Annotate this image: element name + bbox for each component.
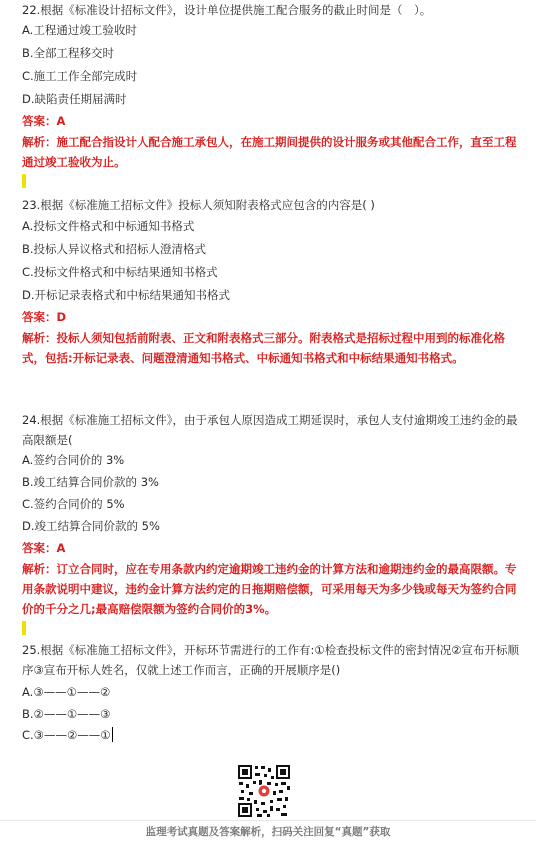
q23-option-c: C.投标文件格式和中标结果通知书格式 (22, 265, 218, 279)
q24-option-c: C.签约合同价的 5% (22, 497, 125, 511)
q23-option-d: D.开标记录表格式和中标结果通知书格式 (22, 288, 231, 302)
q25-option-b: B.②——①——③ (22, 707, 111, 721)
question-25: 25.根据《标准施工招标文件》，开标环节需进行的工作有:①检查投标文件的密封情况②宣布开标顺序③宣布开标人姓名，仅就上述工作而言，正确的开展顺序是() (22, 643, 520, 677)
text-cursor (112, 727, 113, 742)
footer-text: 监理考试真题及答案解析，扫码关注回复“真题”获取 (145, 826, 391, 838)
q24-explanation: 解析：订立合同时，应在专用条款内约定逾期竣工违约金的计算方法和逾期违约金的最高限额。专用条款说明中建议，违约金计算方法约定的日拖期赔偿额，可采用每天为多少钱或每天为签约合同价的千分之几;最高赔偿限额为签约合同价的3%。 (22, 562, 517, 616)
q22-answer: 答案：A (22, 114, 66, 128)
q24-option-a: A.签约合同价的 3% (22, 453, 125, 467)
question-23: 23.根据《标准施工招标文件》投标人须知附表格式应包含的内容是( ) (22, 198, 375, 212)
q24-option-d: D.竣工结算合同价款的 5% (22, 519, 160, 533)
qr-code-icon (237, 764, 291, 818)
highlight-marker (22, 174, 26, 188)
question-22: 22.根据《标准设计招标文件》，设计单位提供施工配合服务的截止时间是（ ）。 (22, 3, 432, 17)
q22-option-c: C.施工工作全部完成时 (22, 69, 138, 83)
q22-option-d: D.缺陷责任期届满时 (22, 92, 127, 106)
q23-explanation: 解析：投标人须知包括前附表、正文和附表格式三部分。附表格式是招标过程中用到的标准化格式，包括:开标记录表、问题澄清通知书格式、中标通知书格式和中标结果通知书格式。 (22, 331, 505, 365)
highlight-marker (22, 621, 26, 635)
question-24: 24.根据《标准施工招标文件》，由于承包人原因造成工期延误时，承包人支付逾期竣工违约金的最高限额是( (22, 413, 518, 447)
q23-option-a: A.投标文件格式和中标通知书格式 (22, 219, 195, 233)
q24-option-b: B.竣工结算合同价款的 3% (22, 475, 159, 489)
q25-option-c (22, 725, 113, 745)
q25-option-a: A.③——①——② (22, 685, 111, 699)
q23-option-b: B.投标人异议格式和招标人澄清格式 (22, 242, 207, 256)
q22-option-b: B.全部工程移交时 (22, 46, 115, 60)
q22-explanation: 解析：施工配合指设计人配合施工承包人，在施工期间提供的设计服务或其他配合工作，直至工程通过竣工验收为止。 (22, 135, 517, 169)
footer-divider (0, 820, 536, 821)
q25-option-c-text: C.③——②——① (22, 728, 111, 742)
q24-answer: 答案：A (22, 541, 66, 555)
q23-answer: 答案：D (22, 310, 67, 324)
q22-option-a: A.工程通过竣工验收时 (22, 23, 137, 37)
